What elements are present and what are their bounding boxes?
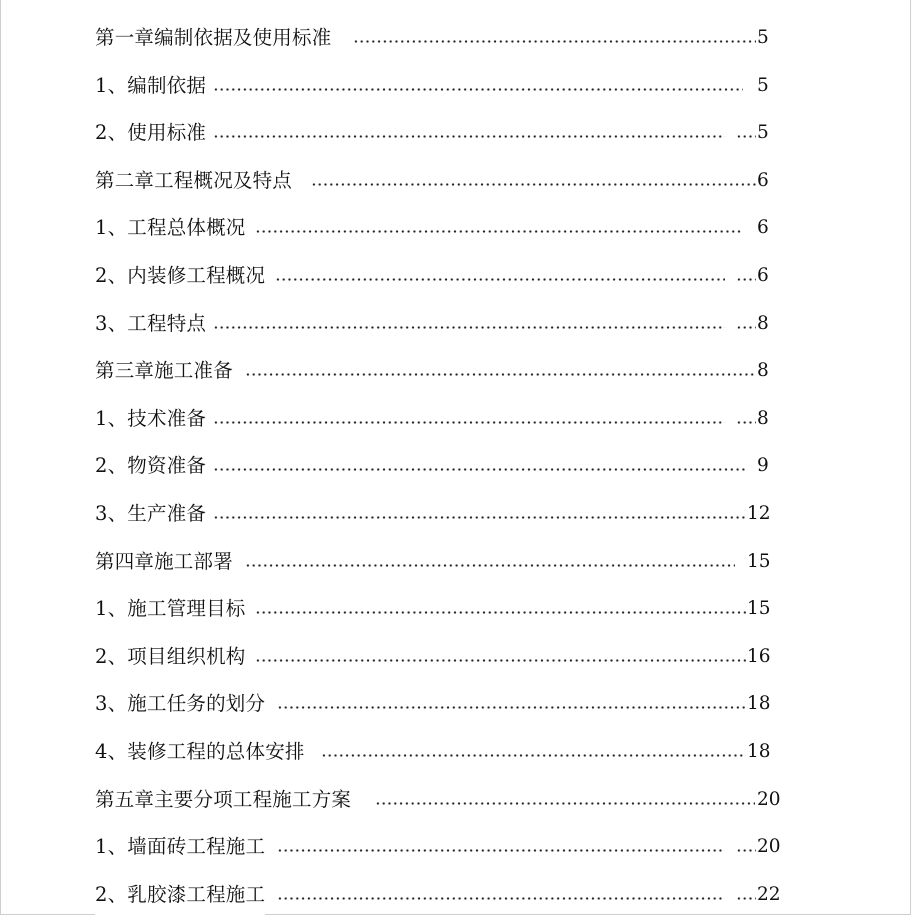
toc-entry[interactable] (95, 633, 795, 681)
toc-leader-dots (213, 421, 725, 424)
toc-leader-dots (275, 278, 725, 281)
toc-leader-dots (277, 849, 725, 852)
toc-entry-page: 8 (757, 407, 769, 429)
toc-entry[interactable] (95, 728, 795, 776)
toc-entry[interactable] (95, 538, 795, 586)
toc-entry[interactable] (95, 490, 795, 538)
toc-leader-dots (277, 897, 725, 900)
toc-entry[interactable] (95, 395, 795, 443)
toc-entry[interactable] (95, 252, 795, 300)
toc-leader-dots (213, 135, 725, 138)
toc-entry-page: 15 (747, 550, 771, 572)
toc-entry-title: 3、施工任务的划分 (95, 680, 265, 728)
toc-leader-dots (736, 278, 756, 281)
toc-entry-page: 16 (747, 645, 771, 667)
toc-leader-dots (213, 468, 745, 471)
toc-entry-page: 6 (757, 264, 769, 286)
toc-leader-dots (213, 88, 743, 91)
toc-leader-dots (375, 802, 755, 805)
toc-entry-page: 9 (757, 455, 769, 477)
toc-leader-dots (736, 421, 756, 424)
toc-leader-dots (736, 135, 756, 138)
toc-entry-page: 18 (747, 740, 771, 762)
toc-entry-title: 2、内装修工程概况 (95, 252, 265, 300)
toc-entry-title: 1、技术准备 (95, 395, 206, 443)
toc-leader-dots (736, 897, 756, 900)
toc-entry[interactable] (95, 823, 795, 871)
toc-entry[interactable] (95, 871, 795, 918)
toc-leader-dots (255, 230, 743, 233)
toc-entry-title: 2、乳胶漆工程施工 (95, 871, 265, 918)
toc-leader-dots (321, 754, 746, 757)
toc-leader-dots (311, 183, 756, 186)
toc-entry-title: 3、工程特点 (95, 300, 206, 348)
toc-entry-title: 1、编制依据 (95, 62, 206, 110)
toc-entry-title: 第三章施工准备 (95, 347, 233, 395)
toc-entry-title: 2、项目组织机构 (95, 633, 246, 681)
toc-entry-page: 6 (757, 217, 769, 239)
toc-entry-title: 2、使用标准 (95, 109, 206, 157)
toc-leader-dots (255, 611, 746, 614)
toc-leader-dots (255, 659, 746, 662)
toc-entry-title: 第一章编制依据及使用标准 (95, 14, 331, 62)
toc-leader-dots (245, 373, 756, 376)
toc-entry-page: 8 (757, 360, 769, 382)
toc-entry-page: 20 (757, 788, 781, 810)
toc-entry[interactable] (95, 300, 795, 348)
toc-leader-dots (736, 849, 756, 852)
toc-entry[interactable] (95, 109, 795, 157)
toc-entry-page: 5 (757, 27, 769, 48)
toc-entry[interactable] (95, 776, 795, 824)
toc-entry[interactable] (95, 442, 795, 490)
toc-entry-title: 第二章工程概况及特点 (95, 157, 292, 205)
toc-entry[interactable] (95, 14, 795, 62)
toc-entry-page: 18 (747, 693, 771, 715)
toc-entry-page: 20 (757, 836, 781, 858)
toc-entry-page: 22 (757, 883, 781, 905)
toc-entry[interactable] (95, 62, 795, 110)
toc-entry[interactable] (95, 585, 795, 633)
toc-entry-page: 6 (757, 169, 769, 191)
toc-entry[interactable] (95, 204, 795, 252)
toc-leader-dots (213, 516, 746, 519)
toc-leader-dots (213, 326, 725, 329)
toc-entry-title: 4、装修工程的总体安排 (95, 728, 305, 776)
toc-entry-title: 2、物资准备 (95, 442, 206, 490)
table-of-contents (95, 14, 795, 918)
toc-entry[interactable] (95, 347, 795, 395)
toc-leader-dots (353, 40, 756, 43)
toc-entry-page: 12 (747, 502, 771, 524)
toc-leader-dots (245, 564, 735, 567)
toc-entry-title: 第四章施工部署 (95, 538, 233, 586)
toc-entry-title: 1、施工管理目标 (95, 585, 246, 633)
toc-entry-page: 15 (747, 598, 771, 620)
toc-entry[interactable] (95, 680, 795, 728)
toc-entry-title: 1、工程总体概况 (95, 204, 246, 252)
toc-leader-dots (277, 706, 746, 709)
toc-entry-title: 3、生产准备 (95, 490, 206, 538)
toc-entry-page: 8 (757, 312, 769, 334)
toc-entry-title: 第五章主要分项工程施工方案 (95, 776, 351, 824)
toc-entry-page: 5 (757, 74, 769, 96)
toc-entry-page: 5 (757, 122, 769, 144)
toc-entry[interactable] (95, 157, 795, 205)
toc-leader-dots (736, 326, 756, 329)
toc-entry-title: 1、墙面砖工程施工 (95, 823, 265, 871)
